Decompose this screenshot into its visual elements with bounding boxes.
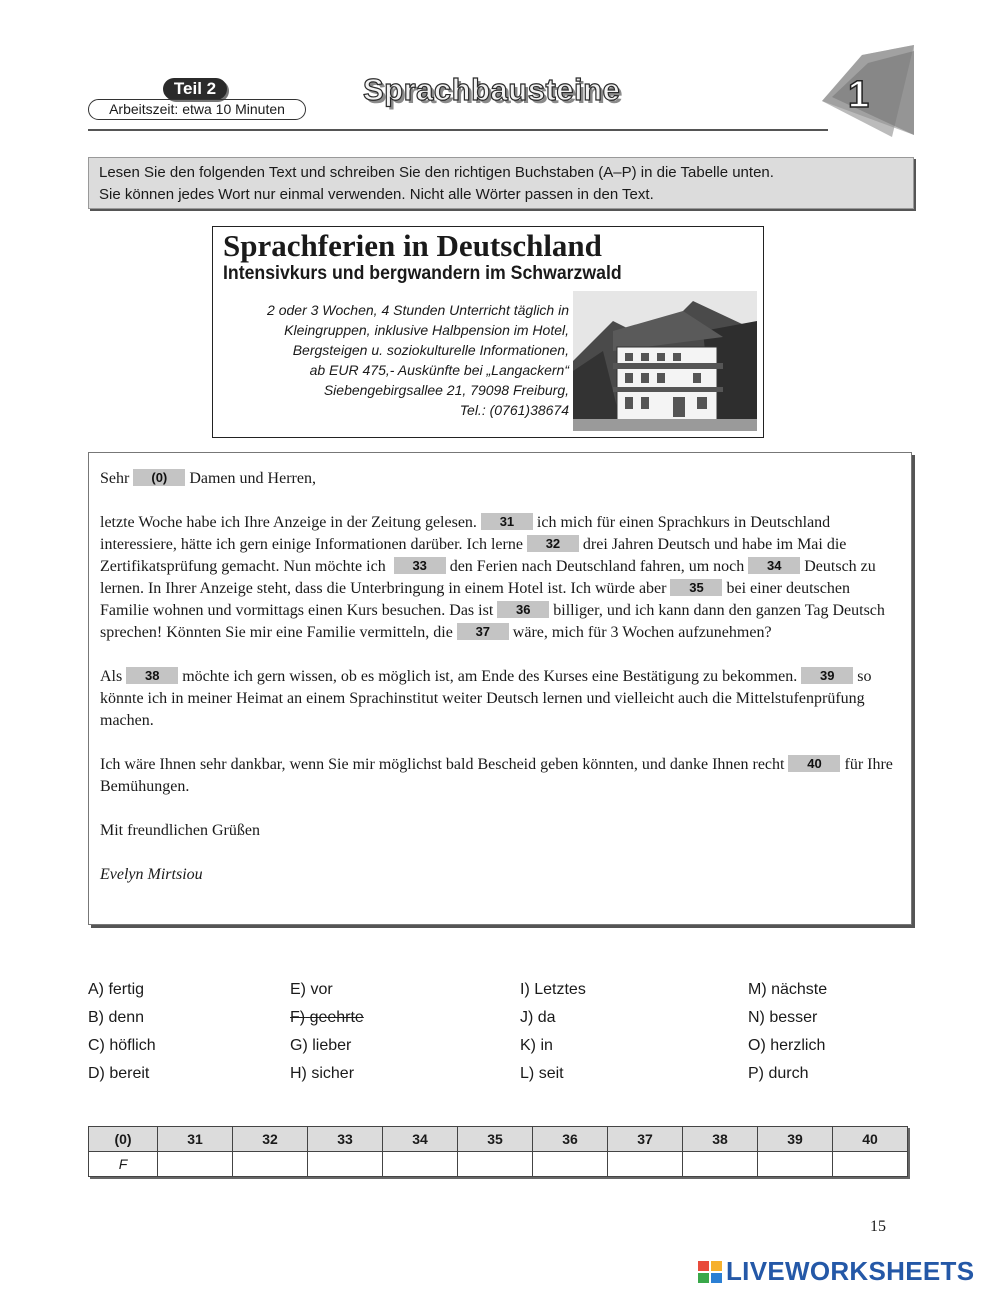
section-number-graphic xyxy=(822,45,918,137)
option-word: geehrte xyxy=(309,1009,364,1026)
answer-cell-35[interactable] xyxy=(458,1152,533,1177)
answer-cell-36[interactable] xyxy=(533,1152,608,1177)
answer-cell-38[interactable] xyxy=(683,1152,758,1177)
option-word: höflich xyxy=(109,1037,156,1054)
option-word: nächste xyxy=(771,981,828,998)
page-number: 15 xyxy=(870,1218,886,1235)
option-item-used xyxy=(290,1008,364,1028)
paragraph-3 xyxy=(100,754,900,798)
option-word: Letztes xyxy=(534,981,586,998)
option-item xyxy=(748,1036,825,1056)
option-key: K) xyxy=(520,1037,536,1054)
option-item xyxy=(520,980,586,1000)
gap-0[interactable]: (0) xyxy=(133,469,185,486)
text: Als xyxy=(100,668,123,685)
ad-line: Tel.: (0761)38674 xyxy=(459,402,569,418)
ad-details xyxy=(221,300,569,420)
work-time-label: Arbeitszeit: etwa 10 Minuten xyxy=(88,99,306,120)
text: Damen und Herren, xyxy=(189,470,316,487)
option-key: E) xyxy=(290,981,306,998)
option-key: C) xyxy=(88,1037,105,1054)
option-key: N) xyxy=(748,1009,765,1026)
ad-subtitle: Intensivkurs und bergwandern im Schwarzwald xyxy=(223,263,622,284)
hotel-photo xyxy=(573,291,757,431)
option-item xyxy=(290,1036,351,1056)
header-cell: 31 xyxy=(158,1127,233,1152)
gap-40[interactable]: 40 xyxy=(788,755,840,772)
gap-38[interactable]: 38 xyxy=(126,667,178,684)
option-key: D) xyxy=(88,1065,105,1082)
text: Ich lerne xyxy=(466,536,523,553)
gap-37[interactable]: 37 xyxy=(457,623,509,640)
text: bei einer deutschen Familie wohnen und vormittags einen Kurs besuchen. Das ist xyxy=(100,580,850,619)
text: drei Jahren Deutsch und habe im Mai die Zertifikatsprüfung gemacht. Nun möchte ich xyxy=(100,536,847,575)
option-item xyxy=(520,1036,553,1056)
option-key: H) xyxy=(290,1065,307,1082)
brand-footer[interactable] xyxy=(698,1256,974,1287)
option-key: A) xyxy=(88,981,104,998)
option-key: F) xyxy=(290,1009,306,1026)
gap-33[interactable]: 33 xyxy=(394,557,446,574)
option-key: G) xyxy=(290,1037,308,1054)
gap-31[interactable]: 31 xyxy=(481,513,533,530)
option-word: lieber xyxy=(312,1037,352,1054)
text: Sehr xyxy=(100,470,130,487)
option-key: J) xyxy=(520,1009,534,1026)
text: für Ihre Bemühungen. xyxy=(100,756,893,795)
ad-title: Sprachferien in Deutschland xyxy=(223,228,602,263)
text: den Ferien nach Deutschland fahren, um noch xyxy=(449,558,745,575)
option-word: herzlich xyxy=(770,1037,826,1054)
header-cell: 34 xyxy=(383,1127,458,1152)
header-cell: 33 xyxy=(308,1127,383,1152)
gap-35[interactable]: 35 xyxy=(670,579,722,596)
option-word: vor xyxy=(310,981,333,998)
advertisement xyxy=(212,226,764,438)
option-item xyxy=(748,1008,817,1028)
ad-line: 2 oder 3 Wochen, 4 Stunden Unterricht täglich in xyxy=(267,302,569,318)
gap-36[interactable]: 36 xyxy=(497,601,549,618)
answer-table-header xyxy=(89,1127,908,1152)
header-cell: 39 xyxy=(758,1127,833,1152)
option-item xyxy=(748,1064,808,1084)
part-badge: Teil 2 xyxy=(163,78,227,100)
text: so könnte ich in meiner Heimat an einem Sprachinstitut weiter Deutsch lernen und vielleicht auch die Mittelstufenprüfung machen. xyxy=(100,668,872,729)
option-key: P) xyxy=(748,1065,764,1082)
closing: Mit freundlichen Grüßen xyxy=(100,822,260,839)
option-word: seit xyxy=(538,1065,564,1082)
option-word: sicher xyxy=(311,1065,355,1082)
option-item xyxy=(88,1008,144,1028)
text: wäre, mich für 3 Wochen aufzunehmen? xyxy=(512,624,772,641)
header-cell: 38 xyxy=(683,1127,758,1152)
answer-example-cell: F xyxy=(89,1152,158,1177)
answer-cell-37[interactable] xyxy=(608,1152,683,1177)
option-key: I) xyxy=(520,981,530,998)
text: letzte Woche habe ich Ihre Anzeige in der Zeitung gelesen. xyxy=(100,514,477,531)
header-cell: 32 xyxy=(233,1127,308,1152)
option-item xyxy=(520,1064,564,1084)
option-key: L) xyxy=(520,1065,535,1082)
ad-line: Bergsteigen u. soziokulturelle Informationen, xyxy=(292,342,569,358)
text: Ich wäre Ihnen sehr dankbar, wenn Sie mir möglichst bald Bescheid geben könnten, und danke Ihnen recht xyxy=(100,756,785,773)
gap-32[interactable]: 32 xyxy=(527,535,579,552)
signature: Evelyn Mirtsiou xyxy=(100,866,203,883)
instructions-line-1: Lesen Sie den folgenden Text und schreiben Sie den richtigen Buchstaben (A–P) in die Tabelle unten. xyxy=(99,164,774,181)
option-item xyxy=(520,1008,556,1028)
option-item xyxy=(748,980,827,1000)
ad-line: ab EUR 475,- Auskünfte bei „Langackern“ xyxy=(309,362,569,378)
gap-39[interactable]: 39 xyxy=(801,667,853,684)
paragraph-1 xyxy=(100,512,900,644)
instructions-line-2: Sie können jedes Wort nur einmal verwenden. Nicht alle Wörter passen in den Text. xyxy=(99,186,654,203)
brand-name: LIVEWORKSHEETS xyxy=(726,1256,975,1286)
header-divider xyxy=(88,129,828,131)
option-word: besser xyxy=(769,1009,818,1026)
option-item xyxy=(88,980,144,1000)
option-word: denn xyxy=(108,1009,145,1026)
option-key: B) xyxy=(88,1009,104,1026)
ad-line: Kleingruppen, inklusive Halbpension im Hotel, xyxy=(284,322,569,338)
ad-line: Siebengebirgsallee 21, 79098 Freiburg, xyxy=(323,382,569,398)
option-word: bereit xyxy=(109,1065,150,1082)
letter-text xyxy=(100,468,900,886)
text: billiger, und ich kann dann den ganzen Tag Deutsch sprechen! Könnten Sie mir eine Familie vermitteln, die xyxy=(100,602,885,641)
option-item xyxy=(88,1064,149,1084)
word-options xyxy=(88,978,918,1094)
option-item xyxy=(290,1064,354,1084)
section-number: 1 xyxy=(848,74,870,116)
answer-cell-39[interactable] xyxy=(758,1152,833,1177)
option-key: O) xyxy=(748,1037,766,1054)
liveworksheets-logo-icon xyxy=(698,1261,722,1283)
section-title: Sprachbausteine xyxy=(363,72,621,107)
header-cell: 40 xyxy=(833,1127,908,1152)
option-item xyxy=(290,980,333,1000)
text: möchte ich gern wissen, ob es möglich ist, am Ende des Kurses eine Bestätigung zu bekommen. xyxy=(182,668,798,685)
option-key: M) xyxy=(748,981,767,998)
option-word: durch xyxy=(768,1065,809,1082)
answer-cell-31[interactable] xyxy=(158,1152,233,1177)
answer-table xyxy=(88,1126,908,1177)
instructions-box xyxy=(88,157,914,209)
option-word: fertig xyxy=(108,981,145,998)
text: Deutsch zu lernen. In Ihrer Anzeige steht, dass die Unterbringung in einem Hotel ist. Ich würde aber xyxy=(100,558,876,597)
option-item xyxy=(88,1036,156,1056)
answer-cell-34[interactable] xyxy=(383,1152,458,1177)
paragraph-2 xyxy=(100,666,900,732)
gap-34[interactable]: 34 xyxy=(748,557,800,574)
answer-cell-33[interactable] xyxy=(308,1152,383,1177)
header-cell: (0) xyxy=(89,1127,158,1152)
option-word: in xyxy=(540,1037,553,1054)
text: ich mich für einen Sprachkurs in Deutschland interessiere, hätte ich gern einige Informationen darüber. xyxy=(100,514,831,553)
header-cell: 35 xyxy=(458,1127,533,1152)
salutation xyxy=(100,468,900,490)
answer-table-row xyxy=(89,1152,908,1177)
header-cell: 36 xyxy=(533,1127,608,1152)
option-word: da xyxy=(537,1009,556,1026)
header-cell: 37 xyxy=(608,1127,683,1152)
answer-cell-40[interactable] xyxy=(833,1152,908,1177)
answer-cell-32[interactable] xyxy=(233,1152,308,1177)
